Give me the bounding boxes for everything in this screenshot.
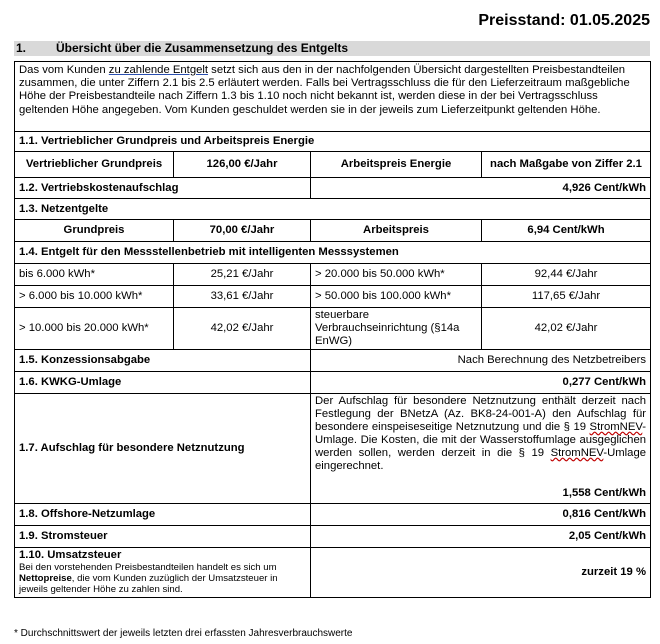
text-part: -Umlage eingerechnet. (315, 447, 647, 472)
section-1-1-title: 1.1. Vertrieblicher Grundpreis und Arbeitspreis Energie (15, 132, 651, 152)
table-row (15, 548, 651, 598)
table-cell: > 20.000 bis 50.000 kWh* (311, 264, 482, 286)
table-row (15, 178, 651, 199)
table-cell: 92,44 €/Jahr (482, 264, 651, 286)
price-date-heading: Preisstand: 01.05.2025 (478, 12, 650, 29)
table-row (15, 199, 651, 220)
table-cell: Arbeitspreis (311, 220, 482, 242)
table-row (15, 526, 651, 548)
section-1-9-value: 2,05 Cent/kWh (311, 526, 651, 548)
footnote: * Durchschnittswert der jeweils letzten drei erfassten Jahresverbrauchswerte (14, 628, 353, 639)
text-part: StromNEV (550, 447, 604, 459)
table-cell: 25,21 €/Jahr (174, 264, 311, 286)
table-cell: Arbeitspreis Energie (311, 152, 482, 178)
table-cell: 42,02 €/Jahr (174, 308, 311, 350)
section-1-10-value: zurzeit 19 % (311, 548, 651, 598)
section-1-7-value: 1,558 Cent/kWh (562, 487, 647, 499)
text-part: Nettopreise (19, 573, 72, 585)
text-part: Der Aufschlag für besondere Netznutzung enthält derzeit nach Festlegung der BNetzA (Az. BK8-24-001-A) den Aufschlag für besondere einspeiseseitige Netznutzung und die § 19 (315, 395, 647, 433)
table-row (15, 152, 651, 178)
section-1-6-value: 0,277 Cent/kWh (311, 372, 651, 394)
intro-row (15, 62, 651, 132)
table-row (15, 308, 651, 350)
intro-text-part: setzt sich aus den in der nachfolgenden Übersicht dargestellten Preisbestandteilen zusammen, die unter Ziffern 2.1 bis 2.5 erläutert werden. Falls bei Vertragsschluss die für den Lieferzeitraum maßgebliche Höhe der Preisbestandteile nach Ziffern 1.3 bis 1.10 noch nicht bekannt ist, werden diese in der bei Vertragsschluss geltenden Höhe angegeben. Vom Kunden geschuldet werden sie in der jeweils zum Lieferzeitpunkt geltenden Höhe. (19, 64, 630, 116)
table-row (15, 394, 651, 504)
text-part: -Umlage. Die Kosten, die mit der Wasserstoffumlage ausgeglichen werden sollen, werden derzeit in die § 19 (315, 421, 647, 459)
section-1-10-note (19, 562, 306, 596)
table-cell: > 50.000 bis 100.000 kWh* (311, 286, 482, 308)
section-number: 1. (16, 41, 27, 55)
section-title: Übersicht über die Zusammensetzung des Entgelts (56, 41, 349, 55)
section-1-7-title: 1.7. Aufschlag für besondere Netznutzung (15, 394, 311, 504)
table-row (15, 220, 651, 242)
table-row (15, 132, 651, 152)
table-cell: 33,61 €/Jahr (174, 286, 311, 308)
table-cell: bis 6.000 kWh* (15, 264, 174, 286)
section-1-9-title: 1.9. Stromsteuer (15, 526, 311, 548)
section-1-3-title: 1.3. Netzentgelte (15, 199, 651, 220)
table-cell: Vertrieblicher Grundpreis (15, 152, 174, 178)
table-row (15, 264, 651, 286)
section-1-6-title: 1.6. KWKG-Umlage (15, 372, 311, 394)
section-1-2-value: 4,926 Cent/kWh (311, 178, 651, 199)
section-1-7-text (315, 395, 646, 473)
section-1-5-title: 1.5. Konzessionsabgabe (15, 350, 311, 372)
table-cell: > 6.000 bis 10.000 kWh* (15, 286, 174, 308)
section-1-2-title: 1.2. Vertriebskostenaufschlag (15, 178, 311, 199)
price-table (14, 61, 651, 598)
table-cell: > 10.000 bis 20.000 kWh* (15, 308, 174, 350)
section-header (14, 41, 650, 56)
section-1-8-title: 1.8. Offshore-Netzumlage (15, 504, 311, 526)
table-row (15, 372, 651, 394)
section-1-10-title: 1.10. Umsatzsteuer (19, 549, 122, 561)
table-row (15, 350, 651, 372)
table-row (15, 242, 651, 264)
intro-text-part: Das vom Kunden (19, 64, 109, 76)
section-1-4-title: 1.4. Entgelt für den Messstellenbetrieb mit intelligenten Messsystemen (15, 242, 651, 264)
table-row (15, 286, 651, 308)
table-cell: Grundpreis (15, 220, 174, 242)
table-cell: steuerbare Verbrauchseinrichtung (§14a EnWG) (311, 308, 482, 350)
section-1-8-value: 0,816 Cent/kWh (311, 504, 651, 526)
table-cell: 42,02 €/Jahr (482, 308, 651, 350)
text-part: StromNEV (589, 421, 643, 433)
section-1-10-cell (15, 548, 311, 598)
table-cell: 70,00 €/Jahr (174, 220, 311, 242)
table-cell: 117,65 €/Jahr (482, 286, 651, 308)
table-cell: 126,00 €/Jahr (174, 152, 311, 178)
intro-text (15, 62, 651, 132)
table-row (15, 504, 651, 526)
section-1-5-value: Nach Berechnung des Netzbetreibers (311, 350, 651, 372)
table-cell: 6,94 Cent/kWh (482, 220, 651, 242)
intro-link[interactable]: zu zahlende Entgelt (108, 64, 209, 76)
section-1-7-content (311, 394, 651, 504)
text-part: Bei den vorstehenden Preisbestandteilen handelt es sich um (19, 562, 277, 573)
table-cell: nach Maßgabe von Ziffer 2.1 (482, 152, 651, 178)
text-part: , die vom Kunden zuzüglich der Umsatzsteuer in jeweils geltender Höhe zu zahlen sind. (19, 573, 278, 596)
